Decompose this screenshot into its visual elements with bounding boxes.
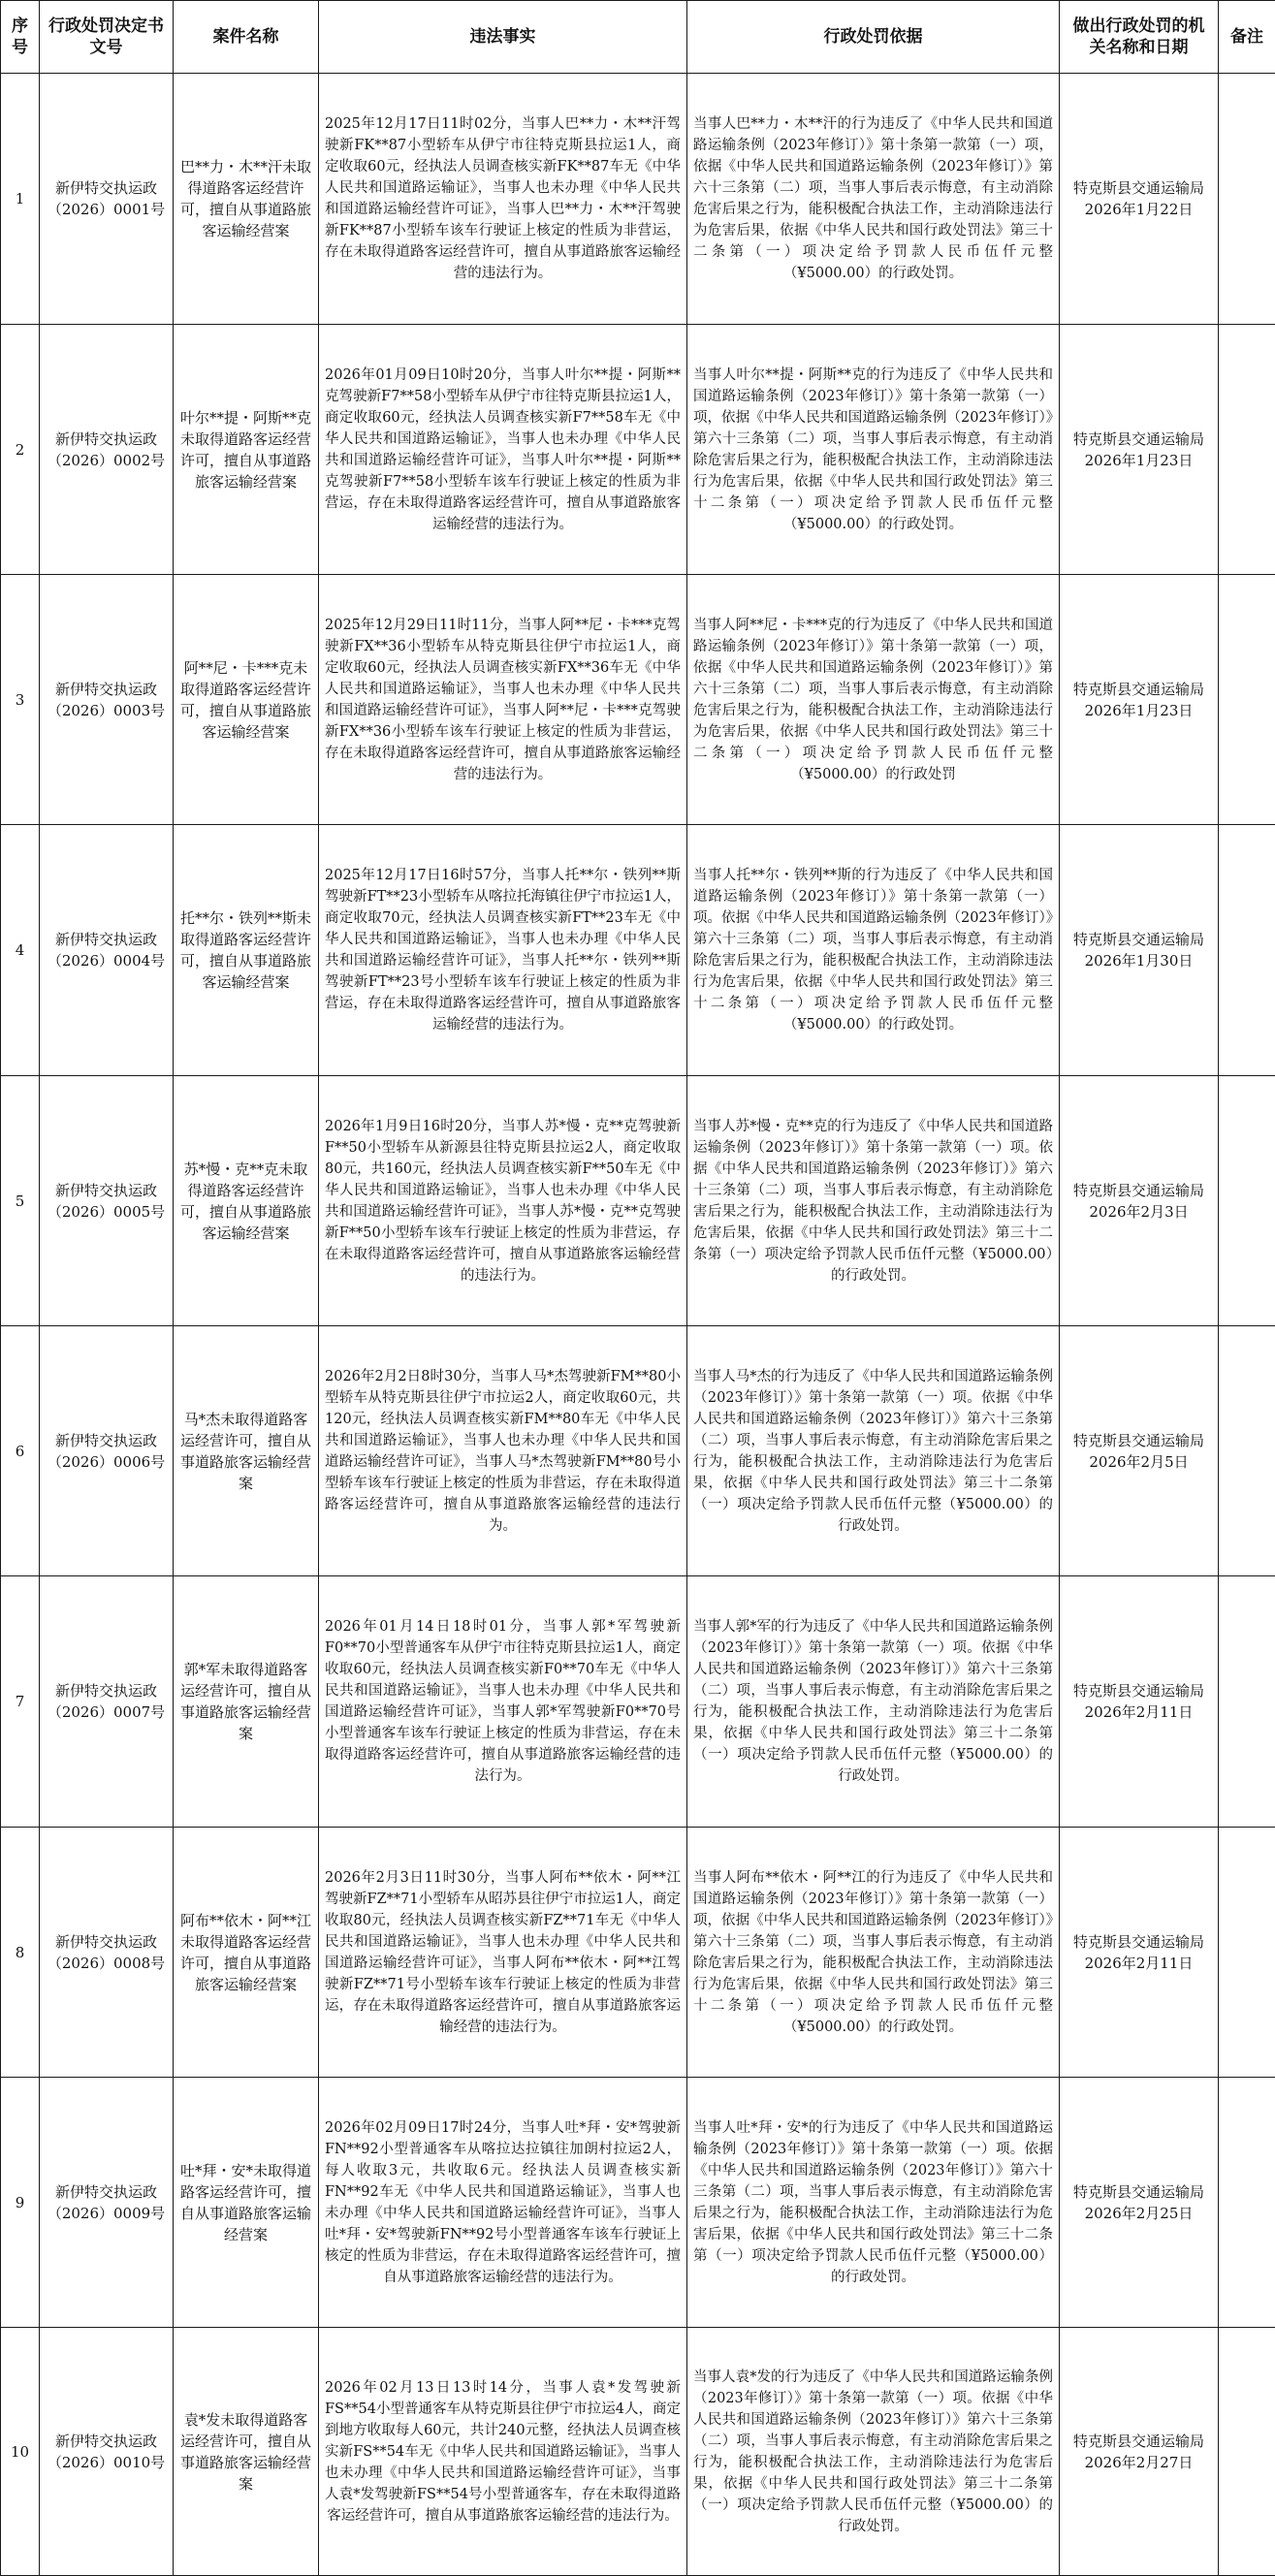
header-authority-and-date: 做出行政处罚的机关名称和日期: [1060, 1, 1219, 74]
serial-number-cell: 2: [1, 325, 40, 575]
serial-number-cell: 1: [1, 74, 40, 325]
penalty-basis-cell: 当事人马*杰的行为违反了《中华人民共和国道路运输条例（2023年修订）》第十条第一款第（一）项。依据《中华人民共和国道路运输条例（2023年修订）》第六十三条第（二）项，当事人事后表示悔意，有主动消除危害后果之行为，能积极配合执法工作，主动消除违法行为危害后果，依据《中华人民共和国行政处罚法》第三十二条第（一）项决定给予罚款人民币伍仟元整（¥5000.00）的行政处罚。: [687, 1326, 1060, 1576]
serial-number-cell: 8: [1, 1828, 40, 2078]
table-row: [1, 1828, 1275, 2078]
serial-number-cell: 6: [1, 1326, 40, 1576]
serial-number-cell: 10: [1, 2328, 40, 2576]
penalty-basis-cell: 当事人郭*军的行为违反了《中华人民共和国道路运输条例（2023年修订）》第十条第一款第（一）项。依据《中华人民共和国道路运输条例（2023年修订）》第六十三条第（二）项，当事人事后表示悔意，有主动消除危害后果之行为，能积极配合执法工作，主动消除违法行为危害后果，依据《中华人民共和国行政处罚法》第三十二条第（一）项决定给予罚款人民币伍仟元整（¥5000.00）的行政处罚。: [687, 1576, 1060, 1828]
penalty-basis-cell: 当事人苏*慢・克**克的行为违反了《中华人民共和国道路运输条例（2023年修订）》第十条第一款第（一）项。依据《中华人民共和国道路运输条例（2023年修订）》第六十三条第（二）项，当事人事后表示悔意，有主动消除危害后果之行为，能积极配合执法工作，主动消除违法行为危害后果，依据《中华人民共和国行政处罚法》第三十二条第（一）项决定给予罚款人民币伍仟元整（¥5000.00）的行政处罚。: [687, 1076, 1060, 1326]
serial-number-cell: 4: [1, 825, 40, 1076]
case-name-cell: 阿布**依木・阿**江未取得道路客运经营许可，擅自从事道路旅客运输经营案: [174, 1828, 319, 2078]
remarks-cell: [1219, 825, 1275, 1076]
authority-and-date-cell: 特克斯县交通运输局2026年1月23日: [1060, 325, 1219, 575]
authority-and-date-cell: 特克斯县交通运输局2026年2月5日: [1060, 1326, 1219, 1576]
violation-facts-cell: 2026年2月3日11时30分，当事人阿布**依木・阿**江驾驶新FZ**71小型轿车从昭苏县往伊宁市拉运1人，商定收取80元，经执法人员调查核实新FZ**71车无《中华人民共和国道路运输证》，当事人也未办理《中华人民共和国道路运输经营许可证》，当事人阿布**依木・阿**江驾驶新FZ**71号小型轿车该车行驶证上核定的性质为非营运，存在未取得道路客运经营许可，擅自从事道路旅客运输经营的违法行为。: [319, 1828, 687, 2078]
header-violation-facts: 违法事实: [319, 1, 687, 74]
authority-and-date-cell: 特克斯县交通运输局2026年2月3日: [1060, 1076, 1219, 1326]
decision-doc-number-cell: 新伊特交执运政（2026）0010号: [40, 2328, 174, 2576]
serial-number-cell: 7: [1, 1576, 40, 1828]
authority-and-date-cell: 特克斯县交通运输局2026年2月11日: [1060, 1576, 1219, 1828]
authority-and-date-cell: 特克斯县交通运输局2026年1月22日: [1060, 74, 1219, 325]
decision-doc-number-cell: 新伊特交执运政（2026）0004号: [40, 825, 174, 1076]
violation-facts-cell: 2026年2月2日8时30分，当事人马*杰驾驶新FM**80小型轿车从特克斯县往伊宁市拉运2人，商定收取60元，共120元，经执法人员调查核实新FM**80车无《中华人民共和国道路运输证》，当事人也未办理《中华人民共和国道路运输经营许可证》，当事人马*杰驾驶新FM**80号小型轿车该车行驶证上核定的性质为非营运，存在未取得道路客运经营许可，擅自从事道路旅客运输经营的违法行为。: [319, 1326, 687, 1576]
decision-doc-number-cell: 新伊特交执运政（2026）0002号: [40, 325, 174, 575]
case-name-cell: 叶尔**提・阿斯**克未取得道路客运经营许可，擅自从事道路旅客运输经营案: [174, 325, 319, 575]
remarks-cell: [1219, 1076, 1275, 1326]
case-name-cell: 巴**力・木**汗未取得道路客运经营许可，擅自从事道路旅客运输经营案: [174, 74, 319, 325]
table-header: [1, 1, 1275, 74]
decision-doc-number-cell: 新伊特交执运政（2026）0009号: [40, 2078, 174, 2328]
remarks-cell: [1219, 74, 1275, 325]
violation-facts-cell: 2025年12月17日11时02分，当事人巴**力・木**汗驾驶新FK**87小型轿车从伊宁市往特克斯县拉运1人，商定收取60元，经执法人员调查核实新FK**87车无《中华人民共和国道路运输证》，当事人也未办理《中华人民共和国道路运输经营许可证》，当事人巴**力・木**汗驾驶新FK**87小型轿车该车行驶证上核定的性质为非营运，存在未取得道路客运经营许可，擅自从事道路旅客运输经营的违法行为。: [319, 74, 687, 325]
remarks-cell: [1219, 1828, 1275, 2078]
decision-doc-number-cell: 新伊特交执运政（2026）0003号: [40, 575, 174, 825]
header-remarks: 备注: [1219, 1, 1275, 74]
table-row: [1, 325, 1275, 575]
table-row: [1, 1076, 1275, 1326]
authority-and-date-cell: 特克斯县交通运输局2026年2月11日: [1060, 1828, 1219, 2078]
serial-number-cell: 3: [1, 575, 40, 825]
case-name-cell: 马*杰未取得道路客运经营许可，擅自从事道路旅客运输经营案: [174, 1326, 319, 1576]
authority-and-date-cell: 特克斯县交通运输局2026年1月30日: [1060, 825, 1219, 1076]
header-decision-doc-number: 行政处罚决定书文号: [40, 1, 174, 74]
authority-and-date-cell: 特克斯县交通运输局2026年2月27日: [1060, 2328, 1219, 2576]
case-name-cell: 袁*发未取得道路客运经营许可，擅自从事道路旅客运输经营案: [174, 2328, 319, 2576]
penalty-basis-cell: 当事人吐*拜・安*的行为违反了《中华人民共和国道路运输条例（2023年修订）》第十条第一款第（一）项。依据《中华人民共和国道路运输条例（2023年修订）》第六十三条第（二）项，当事人事后表示悔意，有主动消除危害后果之行为，能积极配合执法工作，主动消除违法行为危害后果，依据《中华人民共和国行政处罚法》第三十二条第（一）项决定给予罚款人民币伍仟元整（¥5000.00）的行政处罚。: [687, 2078, 1060, 2328]
remarks-cell: [1219, 1326, 1275, 1576]
table-row: [1, 825, 1275, 1076]
table-row: [1, 1576, 1275, 1828]
table-row: [1, 2328, 1275, 2576]
violation-facts-cell: 2026年1月9日16时20分，当事人苏*慢・克**克驾驶新F**50小型轿车从新源县往特克斯县拉运2人，商定收取80元，共160元，经执法人员调查核实新F**50车无《中华人民共和国道路运输证》，当事人也未办理《中华人民共和国道路运输经营许可证》，当事人苏*慢・克**克驾驶新F**50小型轿车该车行驶证上核定的性质为非营运，存在未取得道路客运经营许可，擅自从事道路旅客运输经营的违法行为。: [319, 1076, 687, 1326]
violation-facts-cell: 2026年02月09日17时24分，当事人吐*拜・安*驾驶新FN**92小型普通客车从喀拉达拉镇往加朗村拉运2人，每人收取3元，共收取6元。经执法人员调查核实新FN**92车无《中华人民共和国道路运输证》，当事人也未办理《中华人民共和国道路运输经营许可证》，当事人吐*拜・安*驾驶新FN**92号小型普通客车该车行驶证上核定的性质为非营运，存在未取得道路客运经营许可，擅自从事道路旅客运输经营的违法行为。: [319, 2078, 687, 2328]
authority-and-date-cell: 特克斯县交通运输局2026年1月23日: [1060, 575, 1219, 825]
table-row: [1, 74, 1275, 325]
violation-facts-cell: 2026年01月09日10时20分，当事人叶尔**提・阿斯**克驾驶新F7**58小型轿车从伊宁市往特克斯县拉运1人，商定收取60元，经执法人员调查核实新F7**58车无《中华人民共和国道路运输证》，当事人也未办理《中华人民共和国道路运输经营许可证》，当事人叶尔**提・阿斯**克驾驶新F7**58小型轿车该车行驶证上核定的性质为非营运，存在未取得道路客运经营许可，擅自从事道路旅客运输经营的违法行为。: [319, 325, 687, 575]
penalty-basis-cell: 当事人叶尔**提・阿斯**克的行为违反了《中华人民共和国道路运输条例（2023年修订）》第十条第一款第（一）项，依据《中华人民共和国道路运输条例（2023年修订）》第六十三条第（二）项，当事人事后表示悔意，有主动消除危害后果之行为，能积极配合执法工作，主动消除违法行为危害后果，依据《中华人民共和国行政处罚法》第三十二条第（一）项决定给予罚款人民币伍仟元整（¥5000.00）的行政处罚。: [687, 325, 1060, 575]
penalty-basis-cell: 当事人袁*发的行为违反了《中华人民共和国道路运输条例（2023年修订）》第十条第一款第（一）项。依据《中华人民共和国道路运输条例（2023年修订）》第六十三条第（二）项，当事人事后表示悔意，有主动消除危害后果之行为，能积极配合执法工作，主动消除违法行为危害后果，依据《中华人民共和国行政处罚法》第三十二条第（一）项决定给予罚款人民币伍仟元整（¥5000.00）的行政处罚。: [687, 2328, 1060, 2576]
decision-doc-number-cell: 新伊特交执运政（2026）0008号: [40, 1828, 174, 2078]
authority-and-date-cell: 特克斯县交通运输局2026年2月25日: [1060, 2078, 1219, 2328]
violation-facts-cell: 2025年12月29日11时11分，当事人阿**尼・卡***克驾驶新FX**36小型轿车从特克斯县往伊宁市拉运1人，商定收取60元，经执法人员调查核实新FX**36车无《中华人民共和国道路运输证》，当事人也未办理《中华人民共和国道路运输经营许可证》，当事人阿**尼・卡***克驾驶新FX**36小型轿车该车行驶证上核定的性质为非营运，存在未取得道路客运经营许可，擅自从事道路旅客运输经营的违法行为。: [319, 575, 687, 825]
table-row: [1, 575, 1275, 825]
serial-number-cell: 5: [1, 1076, 40, 1326]
serial-number-cell: 9: [1, 2078, 40, 2328]
remarks-cell: [1219, 2328, 1275, 2576]
header-serial-number: 序号: [1, 1, 40, 74]
penalty-basis-cell: 当事人托**尔・铁列**斯的行为违反了《中华人民共和国道路运输条例（2023年修订）》第十条第一款第（一）项。依据《中华人民共和国道路运输条例（2023年修订）》第六十三条第（二）项，当事人事后表示悔意，有主动消除危害后果之行为，能积极配合执法工作，主动消除违法行为危害后果，依据《中华人民共和国行政处罚法》第三十二条第（一）项决定给予罚款人民币伍仟元整（¥5000.00）的行政处罚。: [687, 825, 1060, 1076]
case-name-cell: 郭*军未取得道路客运经营许可，擅自从事道路旅客运输经营案: [174, 1576, 319, 1828]
decision-doc-number-cell: 新伊特交执运政（2026）0007号: [40, 1576, 174, 1828]
remarks-cell: [1219, 325, 1275, 575]
penalty-basis-cell: 当事人巴**力・木**汗的行为违反了《中华人民共和国道路运输条例（2023年修订）》第十条第一款第（一）项，依据《中华人民共和国道路运输条例（2023年修订）》第六十三条第（二）项，当事人事后表示悔意，有主动消除危害后果之行为，能积极配合执法工作，主动消除违法行为危害后果，依据《中华人民共和国行政处罚法》第三十二条第（一）项决定给予罚款人民币伍仟元整（¥5000.00）的行政处罚。: [687, 74, 1060, 325]
penalty-basis-cell: 当事人阿布**依木・阿**江的行为违反了《中华人民共和国道路运输条例（2023年修订）》第十条第一款第（一）项，依据《中华人民共和国道路运输条例（2023年修订）》第六十三条第（二）项，当事人事后表示悔意，有主动消除危害后果之行为，能积极配合执法工作，主动消除违法行为危害后果，依据《中华人民共和国行政处罚法》第三十二条第（一）项决定给予罚款人民币伍仟元整（¥5000.00）的行政处罚。: [687, 1828, 1060, 2078]
case-name-cell: 托**尔・铁列**斯未取得道路客运经营许可，擅自从事道路旅客运输经营案: [174, 825, 319, 1076]
violation-facts-cell: 2026年02月13日13时14分，当事人袁*发驾驶新FS**54小型普通客车从特克斯县往伊宁市拉运4人，商定到地方收取每人60元，共计240元整，经执法人员调查核实新FS**54车无《中华人民共和国道路运输证》，当事人也未办理《中华人民共和国道路运输经营许可证》，当事人袁*发驾驶新FS**54号小型普通客车，存在未取得道路客运经营许可，擅自从事道路旅客运输经营的违法行为。: [319, 2328, 687, 2576]
header-case-name: 案件名称: [174, 1, 319, 74]
remarks-cell: [1219, 575, 1275, 825]
table-row: [1, 1326, 1275, 1576]
header-penalty-basis: 行政处罚依据: [687, 1, 1060, 74]
remarks-cell: [1219, 2078, 1275, 2328]
case-name-cell: 苏*慢・克**克未取得道路客运经营许可，擅自从事道路旅客运输经营案: [174, 1076, 319, 1326]
case-name-cell: 吐*拜・安*未取得道路客运经营许可，擅自从事道路旅客运输经营案: [174, 2078, 319, 2328]
header-row: [1, 1, 1275, 74]
table-row: [1, 2078, 1275, 2328]
case-name-cell: 阿**尼・卡***克未取得道路客运经营许可，擅自从事道路旅客运输经营案: [174, 575, 319, 825]
decision-doc-number-cell: 新伊特交执运政（2026）0006号: [40, 1326, 174, 1576]
table-body: [1, 74, 1275, 2576]
violation-facts-cell: 2026年01月14日18时01分，当事人郭*军驾驶新F0**70小型普通客车从伊宁市往特克斯县拉运1人，商定收取60元，经执法人员调查核实新F0**70车无《中华人民共和国道路运输证》，当事人也未办理《中华人民共和国道路运输经营许可证》，当事人郭*军驾驶新F0**70号小型普通客车该车行驶证上核定的性质为非营运，存在未取得道路客运经营许可，擅自从事道路旅客运输经营的违法行为。: [319, 1576, 687, 1828]
violation-facts-cell: 2025年12月17日16时57分，当事人托**尔・铁列**斯驾驶新FT**23小型轿车从喀拉托海镇往伊宁市拉运1人，商定收取70元，经执法人员调查核实新FT**23车无《中华人民共和国道路运输证》，当事人也未办理《中华人民共和国道路运输经营许可证》，当事人托**尔・铁列**斯驾驶新FT**23号小型轿车该车行驶证上核定的性质为非营运，存在未取得道路客运经营许可，擅自从事道路旅客运输经营的违法行为。: [319, 825, 687, 1076]
remarks-cell: [1219, 1576, 1275, 1828]
decision-doc-number-cell: 新伊特交执运政（2026）0005号: [40, 1076, 174, 1326]
decision-doc-number-cell: 新伊特交执运政（2026）0001号: [40, 74, 174, 325]
penalty-basis-cell: 当事人阿**尼・卡***克的行为违反了《中华人民共和国道路运输条例（2023年修订）》第十条第一款第（一）项，依据《中华人民共和国道路运输条例（2023年修订）》第六十三条第（二）项，当事人事后表示悔意，有主动消除危害后果之行为，能积极配合执法工作，主动消除违法行为危害后果，依据《中华人民共和国行政处罚法》第三十二条第（一）项决定给予罚款人民币伍仟元整（¥5000.00）的行政处罚: [687, 575, 1060, 825]
